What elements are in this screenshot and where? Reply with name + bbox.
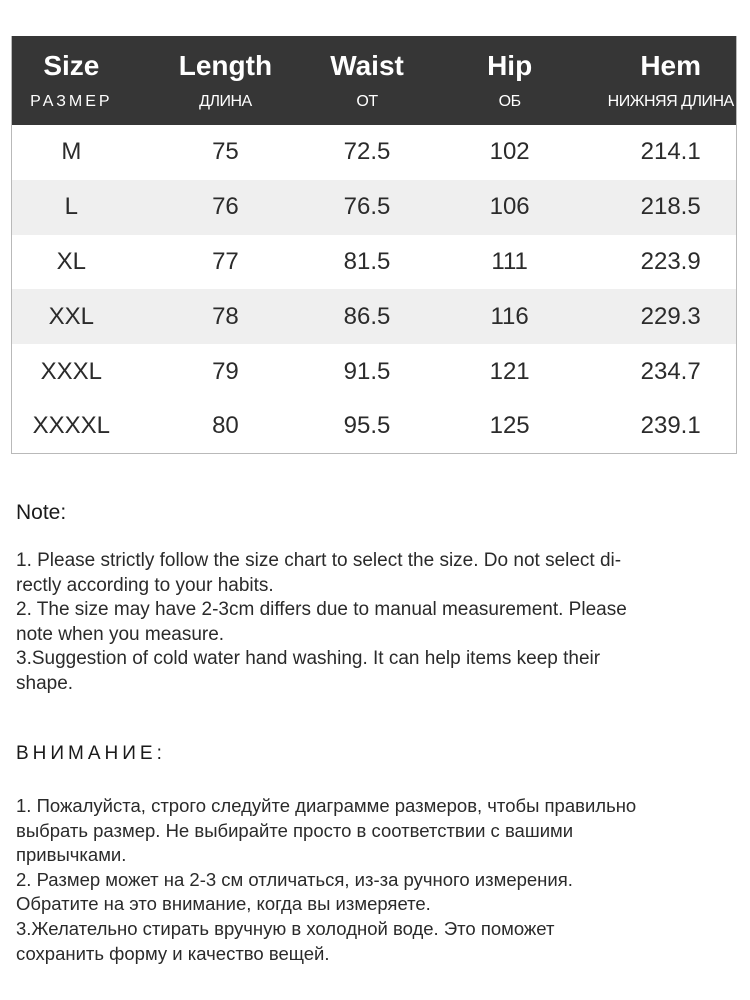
- cell-size: XXXL: [40, 357, 103, 385]
- note-line: 2. Размер может на 2-3 см отличаться, из-за ручного измерения.: [16, 868, 573, 890]
- note-line: 1. Пожалуйста, строго следуйте диаграмме размеров, чтобы правильно: [16, 795, 637, 816]
- header-length-en: Length: [178, 50, 273, 81]
- cell-waist: 95.5: [343, 412, 391, 440]
- cell-hem: 234.7: [640, 357, 701, 385]
- note-line: 3.Suggestion of cold water hand washing. It can help items keep their: [16, 648, 601, 670]
- notes-russian: [16, 741, 726, 966]
- table-row: [12, 289, 736, 344]
- cell-size: XXXXL: [32, 412, 111, 440]
- cell-length: 75: [212, 138, 239, 166]
- notes-english: [16, 500, 726, 697]
- header-waist-ru: ОТ: [356, 93, 378, 110]
- note-line: rectly according to your habits.: [16, 574, 274, 596]
- cell-hip: 116: [490, 302, 529, 330]
- header-hem-ru: НИЖНЯЯ ДЛИНА: [607, 93, 734, 110]
- cell-length: 79: [212, 357, 239, 385]
- table-row: [12, 180, 736, 235]
- cell-size: XXL: [48, 302, 95, 330]
- cell-hip: 111: [491, 247, 528, 275]
- cell-hip: 125: [489, 412, 530, 440]
- note-line: note when you measure.: [16, 623, 225, 645]
- cell-waist: 81.5: [343, 247, 391, 275]
- header-length: [131, 36, 320, 125]
- table-row: [12, 399, 736, 454]
- notes-russian-title: ВНИМАНИЕ:: [16, 743, 166, 764]
- cell-hip: 106: [489, 193, 530, 221]
- cell-hip: 102: [489, 138, 530, 166]
- header-hip-ru: ОБ: [498, 93, 521, 110]
- cell-length: 76: [212, 193, 239, 221]
- header-waist: [320, 36, 414, 125]
- table-row: [12, 235, 736, 290]
- cell-hem: 214.1: [640, 138, 701, 166]
- header-length-ru: ДЛИНА: [199, 93, 252, 110]
- table-row: [12, 344, 736, 399]
- note-line: 3.Желательно стирать вручную в холодной воде. Это поможет: [16, 917, 555, 939]
- cell-waist: 91.5: [343, 357, 391, 385]
- header-size-ru: РАЗМЕР: [30, 93, 113, 110]
- header-size: [12, 36, 131, 125]
- header-hem-en: Hem: [640, 50, 702, 81]
- notes-english-body: [16, 549, 726, 697]
- size-chart-table: [11, 36, 737, 454]
- cell-length: 80: [212, 412, 239, 440]
- note-line: сохранить форму и качество вещей.: [16, 942, 330, 964]
- note-line: привычками.: [16, 844, 127, 866]
- note-line: shape.: [16, 672, 74, 694]
- table-row: [12, 125, 736, 180]
- note-line: выбрать размер. Не выбирайте просто в соответствии с вашими: [16, 819, 574, 841]
- note-line: 1. Please strictly follow the size chart to select the size. Do not select di-: [16, 550, 622, 571]
- cell-hem: 223.9: [640, 247, 701, 275]
- cell-hem: 239.1: [640, 412, 701, 440]
- cell-hem: 218.5: [640, 193, 701, 221]
- note-line: Обратите на это внимание, когда вы измеряете.: [16, 893, 431, 915]
- header-size-en: Size: [43, 50, 100, 81]
- cell-size: L: [64, 193, 79, 221]
- cell-length: 78: [212, 302, 239, 330]
- cell-size: M: [61, 138, 82, 166]
- notes-english-title: Note:: [16, 501, 67, 524]
- notes-russian-body: [16, 794, 726, 966]
- header-hip: [414, 36, 605, 125]
- table-header: [12, 36, 736, 125]
- cell-waist: 86.5: [343, 302, 391, 330]
- cell-length: 77: [212, 247, 239, 275]
- header-hip-en: Hip: [487, 50, 533, 81]
- cell-hem: 229.3: [640, 302, 701, 330]
- header-waist-en: Waist: [330, 50, 404, 81]
- header-hem: [605, 36, 736, 125]
- cell-hip: 121: [489, 357, 530, 385]
- cell-waist: 76.5: [343, 193, 391, 221]
- cell-waist: 72.5: [343, 138, 391, 166]
- cell-size: XL: [56, 247, 87, 275]
- note-line: 2. The size may have 2-3cm differs due to manual measurement. Please: [16, 599, 627, 621]
